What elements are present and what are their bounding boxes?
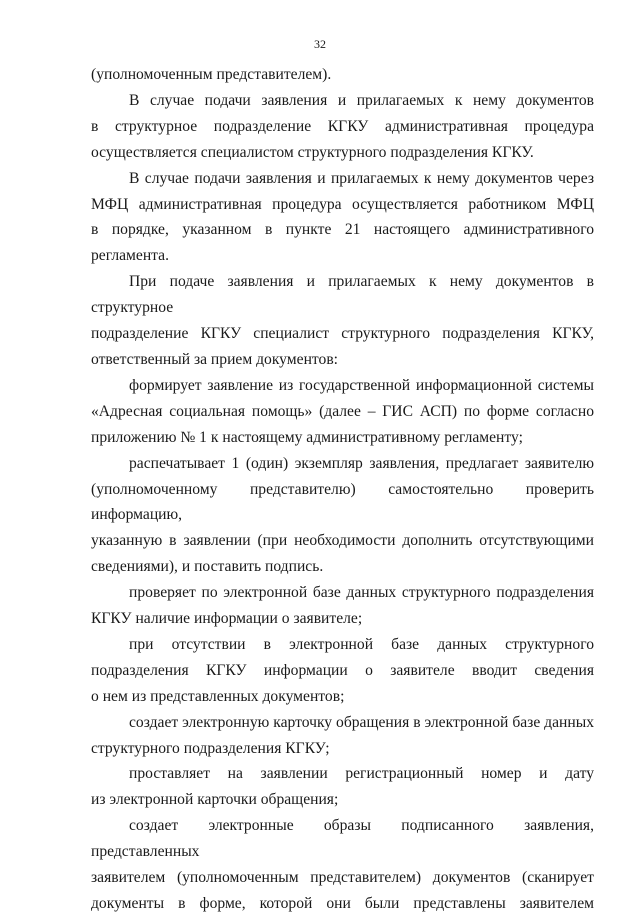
document-body xyxy=(91,62,594,917)
text-line: из электронной карточки обращения; xyxy=(91,791,339,809)
text-line: формирует заявление из государственной информационной системы xyxy=(129,376,594,394)
text-line: в структурное подразделение КГКУ административная процедура xyxy=(91,117,594,135)
text-line: о нем из представленных документов; xyxy=(91,687,345,705)
text-line: подразделение КГКУ специалист структурного подразделения КГКУ, xyxy=(91,325,594,343)
text-line: ответственный за прием документов: xyxy=(91,350,339,368)
text-line: В случае подачи заявления и прилагаемых к нему документов xyxy=(129,91,594,109)
text-line: приложению № 1 к настоящему административному регламенту; xyxy=(91,428,523,446)
text-line: регламента. xyxy=(91,247,169,265)
page-number: 32 xyxy=(314,37,326,51)
text-line: распечатывает 1 (один) экземпляр заявления, предлагает заявителю xyxy=(129,454,594,472)
text-line: сведениями), и поставить подпись. xyxy=(91,558,324,576)
text-line: (уполномоченному представителю) самостоятельно проверить информацию, xyxy=(91,480,594,524)
text-line: КГКУ наличие информации о заявителе; xyxy=(91,610,363,628)
text-line: подразделения КГКУ информации о заявителе вводит сведения xyxy=(91,661,594,679)
text-line: В случае подачи заявления и прилагаемых к нему документов через xyxy=(129,169,594,187)
text-line: структурного подразделения КГКУ; xyxy=(91,739,330,757)
text-line: создает электронную карточку обращения в электронной базе данных xyxy=(129,713,594,731)
text-line: «Адресная социальная помощь» (далее – ГИС АСП) по форме согласно xyxy=(91,402,594,420)
text-line: при отсутствии в электронной базе данных структурного xyxy=(129,635,594,653)
text-line: (уполномоченным представителем). xyxy=(91,66,332,83)
text-line: МФЦ административная процедура осуществляется работником МФЦ xyxy=(91,195,594,213)
text-line: указанную в заявлении (при необходимости дополнить отсутствующими xyxy=(91,532,594,550)
text-line: заявителем (уполномоченным представителем) документов (сканирует xyxy=(91,869,594,887)
text-line: проставляет на заявлении регистрационный номер и дату xyxy=(129,765,594,783)
text-line: проверяет по электронной базе данных структурного подразделения xyxy=(129,584,594,602)
text-line: осуществляется специалистом структурного подразделения КГКУ. xyxy=(91,143,534,161)
text-line: документы в форме, которой они были представлены заявителем xyxy=(91,895,594,912)
text-line: создает электронные образы подписанного заявления, представленных xyxy=(91,817,594,861)
text-line: При подаче заявления и прилагаемых к нему документов в структурное xyxy=(91,273,594,317)
text-line: в порядке, указанном в пункте 21 настоящего административного xyxy=(91,221,594,239)
